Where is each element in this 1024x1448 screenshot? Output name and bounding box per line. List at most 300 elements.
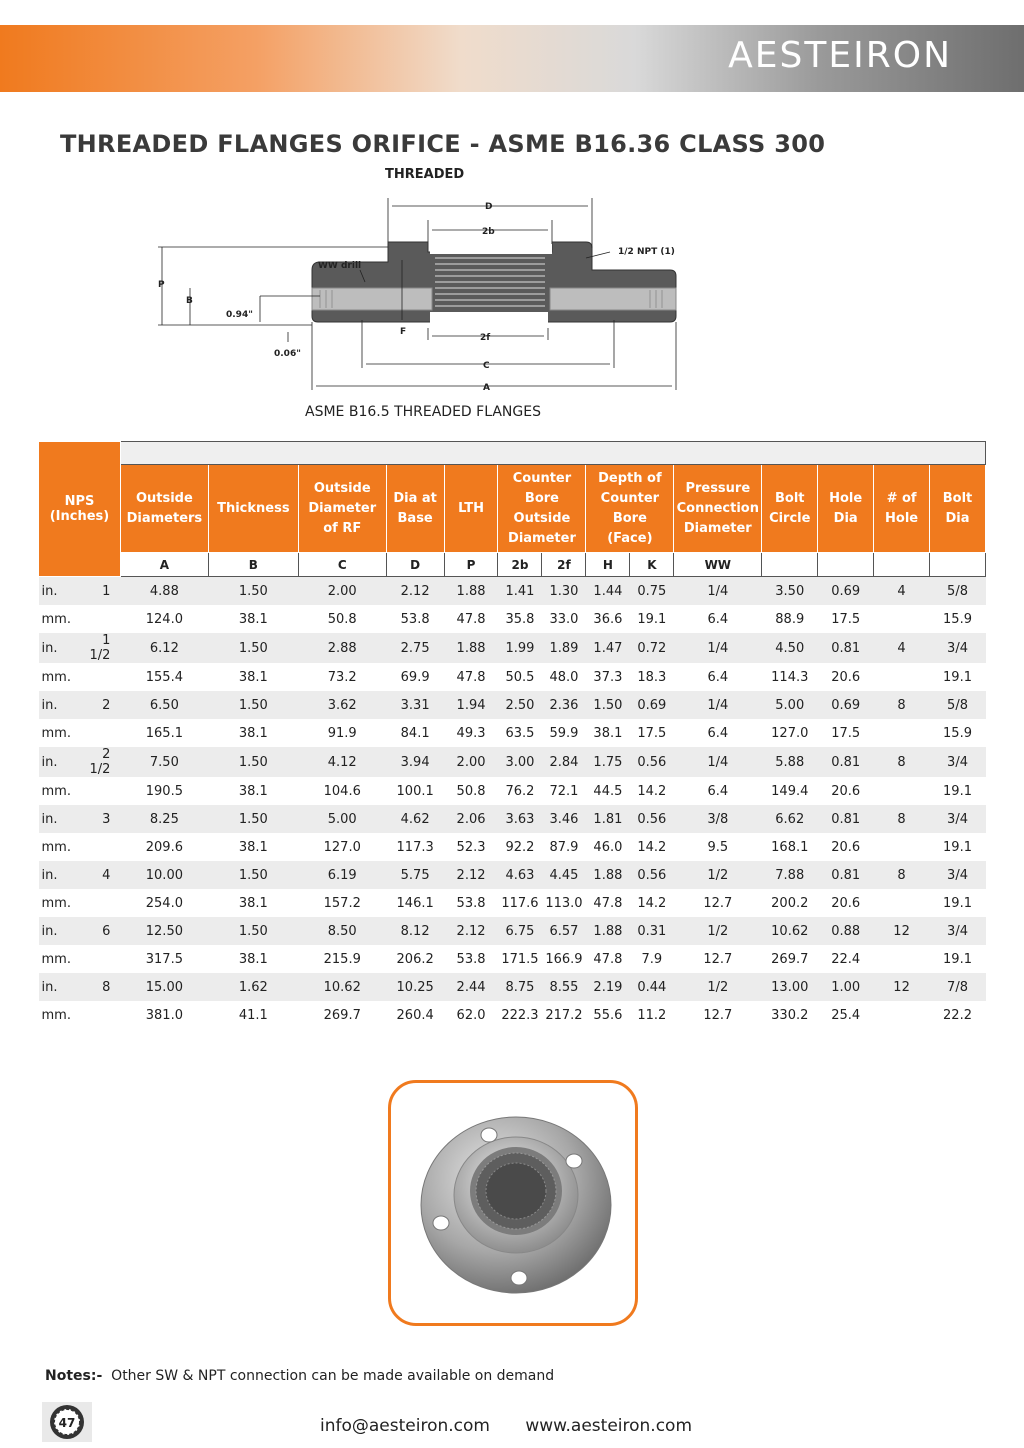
table-cell: 84.1 bbox=[400, 725, 430, 741]
table-cell: 254.0 bbox=[145, 895, 183, 911]
table-cell: 5.00 bbox=[762, 691, 818, 719]
table-cell: 10.00 bbox=[120, 861, 208, 889]
table-cell: 6.50 bbox=[120, 691, 208, 719]
table-cell: 38.1 bbox=[593, 725, 623, 741]
table-cell: 3.31 bbox=[386, 691, 444, 719]
table-cell: 72.1 bbox=[549, 783, 579, 799]
letter-cell: D bbox=[386, 553, 444, 577]
table-cell: 2.36 bbox=[542, 691, 586, 719]
table-cell: 14.2 bbox=[637, 895, 667, 911]
table-cell: 63.5 bbox=[505, 725, 535, 741]
table-cell: 50.8 bbox=[327, 611, 357, 627]
table-cell: 4.50 bbox=[762, 633, 818, 663]
table-cell: 6.4 bbox=[707, 669, 729, 685]
table-cell: 2.19 bbox=[586, 973, 630, 1001]
table-cell: 260.4 bbox=[396, 1007, 434, 1023]
table-cell: 20.6 bbox=[831, 783, 861, 799]
table-cell: 3 bbox=[80, 805, 120, 833]
table-cell: 4 bbox=[874, 577, 930, 606]
table-cell: 69.9 bbox=[400, 669, 430, 685]
table-cell: 48.0 bbox=[549, 669, 579, 685]
table-cell: 2.00 bbox=[298, 577, 386, 606]
table-cell: 8.55 bbox=[542, 973, 586, 1001]
table-cell: 47.8 bbox=[456, 669, 486, 685]
table-cell: 0.56 bbox=[630, 861, 674, 889]
table-cell: mm. bbox=[41, 611, 71, 627]
table-cell: 0.44 bbox=[630, 973, 674, 1001]
table-cell bbox=[874, 719, 930, 747]
table-cell: 1.50 bbox=[586, 691, 630, 719]
table-cell: 73.2 bbox=[327, 669, 357, 685]
table-cell: 8.75 bbox=[498, 973, 542, 1001]
table-row bbox=[39, 719, 986, 747]
table-cell: 91.9 bbox=[327, 725, 357, 741]
table-cell: 15.9 bbox=[943, 611, 972, 627]
table-cell: 12.50 bbox=[120, 917, 208, 945]
table-cell: 3.00 bbox=[498, 747, 542, 777]
table-cell: 6.75 bbox=[498, 917, 542, 945]
table-cell: 62.0 bbox=[456, 1007, 486, 1023]
table-cell: 47.8 bbox=[593, 951, 623, 967]
table-cell: 19.1 bbox=[637, 611, 667, 627]
table-cell: 166.9 bbox=[545, 951, 583, 967]
footer-contact bbox=[320, 1416, 722, 1436]
table-cell: 8 bbox=[874, 805, 930, 833]
table-cell: 14.2 bbox=[637, 839, 667, 855]
table-cell: 22.2 bbox=[943, 1007, 972, 1023]
table-cell: 1.50 bbox=[208, 917, 298, 945]
table-cell: 11.2 bbox=[637, 1007, 667, 1023]
table-row bbox=[39, 945, 986, 973]
table-cell: 10.62 bbox=[762, 917, 818, 945]
table-cell: 2.44 bbox=[444, 973, 498, 1001]
table-cell: in. bbox=[39, 691, 81, 719]
table-cell: in. bbox=[39, 633, 81, 663]
brand-logo: AESTEIRON bbox=[728, 35, 952, 76]
table-cell: 1.81 bbox=[586, 805, 630, 833]
table-cell: 36.6 bbox=[593, 611, 623, 627]
dim-label-094: 0.94" bbox=[226, 310, 253, 320]
page-number: 47 bbox=[58, 1416, 76, 1430]
table-cell bbox=[80, 605, 120, 633]
table-cell: 171.5 bbox=[501, 951, 539, 967]
header-bolt-dia: Bolt Dia bbox=[930, 465, 986, 553]
table-cell: 38.1 bbox=[238, 895, 268, 911]
table-cell: 146.1 bbox=[396, 895, 434, 911]
notes-label: Notes:- bbox=[45, 1368, 103, 1384]
table-cell bbox=[874, 889, 930, 917]
table-cell: 2.75 bbox=[386, 633, 444, 663]
table-cell: 1.44 bbox=[586, 577, 630, 606]
table-cell: 12 bbox=[874, 973, 930, 1001]
letter-cell bbox=[930, 553, 986, 577]
table-cell: 1.30 bbox=[542, 577, 586, 606]
table-cell: 1.50 bbox=[208, 861, 298, 889]
table-cell: 4.62 bbox=[386, 805, 444, 833]
table-cell: 1.88 bbox=[586, 861, 630, 889]
table-cell: 18.3 bbox=[637, 669, 667, 685]
table-cell: 3/4 bbox=[930, 805, 986, 833]
table-cell: 12.7 bbox=[703, 1007, 733, 1023]
table-cell: 4.12 bbox=[298, 747, 386, 777]
table-cell: 0.81 bbox=[818, 805, 874, 833]
table-cell: 0.81 bbox=[818, 633, 874, 663]
table-cell: mm. bbox=[41, 725, 71, 741]
table-cell: 0.81 bbox=[818, 861, 874, 889]
dim-label-ww-drill: WW drill bbox=[318, 261, 362, 271]
table-cell: 3/4 bbox=[930, 917, 986, 945]
table-cell: 22.4 bbox=[831, 951, 861, 967]
table-cell: 10.25 bbox=[386, 973, 444, 1001]
table-cell: 12 bbox=[874, 917, 930, 945]
table-cell: 2 1/2 bbox=[80, 747, 120, 777]
table-cell: 87.9 bbox=[549, 839, 579, 855]
table-cell: 4.63 bbox=[498, 861, 542, 889]
table-cell: 2.12 bbox=[444, 861, 498, 889]
table-cell: 1/2 bbox=[674, 861, 762, 889]
header-num-hole: # of Hole bbox=[874, 465, 930, 553]
table-cell: 7/8 bbox=[930, 973, 986, 1001]
table-cell: 1.50 bbox=[208, 633, 298, 663]
table-cell: in. bbox=[39, 973, 81, 1001]
table-cell: 1.88 bbox=[444, 577, 498, 606]
table-cell: 8 bbox=[874, 747, 930, 777]
table-cell: 149.4 bbox=[771, 783, 809, 799]
table-cell: 2.00 bbox=[444, 747, 498, 777]
table-cell: 0.69 bbox=[818, 691, 874, 719]
table-cell: 25.4 bbox=[831, 1007, 861, 1023]
table-cell: 8 bbox=[80, 973, 120, 1001]
letter-cell: P bbox=[444, 553, 498, 577]
table-cell: 46.0 bbox=[593, 839, 623, 855]
table-cell: 7.88 bbox=[762, 861, 818, 889]
table-cell: 4.88 bbox=[120, 577, 208, 606]
table-row bbox=[39, 691, 986, 719]
header-outside-diameter-rf: Outside Diameter of RF bbox=[298, 465, 386, 553]
table-cell: 222.3 bbox=[501, 1007, 539, 1023]
table-row bbox=[39, 605, 986, 633]
header-banner bbox=[0, 25, 1024, 92]
table-header-row bbox=[39, 465, 986, 553]
table-cell: in. bbox=[39, 861, 81, 889]
table-cell: 5.75 bbox=[386, 861, 444, 889]
table-cell: 7.9 bbox=[641, 951, 663, 967]
table-row bbox=[39, 777, 986, 805]
table-row bbox=[39, 1001, 986, 1029]
table-cell bbox=[80, 719, 120, 747]
table-row bbox=[39, 889, 986, 917]
table-cell: 8 bbox=[874, 691, 930, 719]
table-cell: 3.94 bbox=[386, 747, 444, 777]
table-cell: 1.75 bbox=[586, 747, 630, 777]
footer-email[interactable]: info@aesteiron.com bbox=[320, 1416, 490, 1436]
header-nps-line1: NPS bbox=[64, 494, 95, 509]
table-cell: 4 bbox=[80, 861, 120, 889]
dim-label-b: B bbox=[186, 296, 193, 306]
table-cell: 6.57 bbox=[542, 917, 586, 945]
table-cell: 217.2 bbox=[545, 1007, 583, 1023]
table-cell: 6.4 bbox=[707, 783, 729, 799]
table-cell: 49.3 bbox=[456, 725, 486, 741]
table-cell: 0.56 bbox=[630, 747, 674, 777]
footer-website[interactable]: www.aesteiron.com bbox=[525, 1416, 693, 1436]
table-cell: 17.5 bbox=[831, 725, 861, 741]
table-cell: 38.1 bbox=[238, 611, 268, 627]
header-depth-counter-bore: Depth of Counter Bore (Face) bbox=[586, 465, 674, 553]
table-cell: 50.8 bbox=[456, 783, 486, 799]
table-cell: 8 bbox=[874, 861, 930, 889]
gear-icon bbox=[42, 1402, 92, 1442]
table-cell: 0.88 bbox=[818, 917, 874, 945]
table-cell: 1/4 bbox=[674, 633, 762, 663]
table-cell: 53.8 bbox=[456, 895, 486, 911]
table-cell: 55.6 bbox=[593, 1007, 623, 1023]
table-cell: 19.1 bbox=[943, 669, 972, 685]
table-cell: 100.1 bbox=[396, 783, 434, 799]
table-cell: 1.41 bbox=[498, 577, 542, 606]
header-bolt-circle: Bolt Circle bbox=[762, 465, 818, 553]
table-row bbox=[39, 861, 986, 889]
table-cell bbox=[80, 1001, 120, 1029]
table-cell: 53.8 bbox=[456, 951, 486, 967]
table-body bbox=[39, 577, 986, 1030]
table-cell: 1.94 bbox=[444, 691, 498, 719]
table-cell: 5.00 bbox=[298, 805, 386, 833]
letter-cell: WW bbox=[674, 553, 762, 577]
table-cell: 114.3 bbox=[771, 669, 809, 685]
dim-label-2b: 2b bbox=[482, 227, 495, 237]
table-cell: 4.45 bbox=[542, 861, 586, 889]
table-cell: 1.89 bbox=[542, 633, 586, 663]
header-nps bbox=[39, 442, 121, 577]
table-cell: 17.5 bbox=[637, 725, 667, 741]
header-counter-bore-od: Counter Bore Outside Diameter bbox=[498, 465, 586, 553]
table-cell: 3/8 bbox=[674, 805, 762, 833]
table-cell: 38.1 bbox=[238, 783, 268, 799]
table-cell: 4 bbox=[874, 633, 930, 663]
table-cell: 9.5 bbox=[707, 839, 729, 855]
table-cell: 38.1 bbox=[238, 839, 268, 855]
table-cell: 50.5 bbox=[505, 669, 535, 685]
dim-label-a: A bbox=[483, 383, 490, 393]
table-cell: 3.50 bbox=[762, 577, 818, 606]
table-top-bar bbox=[39, 442, 986, 465]
dim-label-006: 0.06" bbox=[274, 349, 301, 359]
dim-label-f: F bbox=[400, 327, 407, 337]
table-cell: 1/4 bbox=[674, 577, 762, 606]
table-cell: 52.3 bbox=[456, 839, 486, 855]
table-cell: 20.6 bbox=[831, 669, 861, 685]
table-cell: 0.69 bbox=[630, 691, 674, 719]
letter-cell: K bbox=[630, 553, 674, 577]
table-cell bbox=[874, 777, 930, 805]
table-cell: 19.1 bbox=[943, 951, 972, 967]
table-cell: 1.99 bbox=[498, 633, 542, 663]
table-cell: mm. bbox=[41, 1007, 71, 1023]
table-cell: 41.1 bbox=[238, 1007, 268, 1023]
table-cell: 209.6 bbox=[145, 839, 183, 855]
table-cell: 269.7 bbox=[771, 951, 809, 967]
table-cell: 6.4 bbox=[707, 611, 729, 627]
table-cell: 6.62 bbox=[762, 805, 818, 833]
table-cell: 127.0 bbox=[771, 725, 809, 741]
table-cell: 1.50 bbox=[208, 747, 298, 777]
table-cell: 5/8 bbox=[930, 691, 986, 719]
table-cell: mm. bbox=[41, 669, 71, 685]
table-cell: 92.2 bbox=[505, 839, 535, 855]
letter-cell bbox=[874, 553, 930, 577]
dim-label-2f: 2f bbox=[480, 333, 491, 343]
table-cell: 2.06 bbox=[444, 805, 498, 833]
table-cell: mm. bbox=[41, 951, 71, 967]
table-cell: 1.88 bbox=[444, 633, 498, 663]
table-cell: 1/4 bbox=[674, 691, 762, 719]
table-cell: 1 1/2 bbox=[80, 633, 120, 663]
table-cell: 38.1 bbox=[238, 951, 268, 967]
flange-illustration bbox=[391, 1083, 635, 1323]
table-cell: 165.1 bbox=[145, 725, 183, 741]
table-cell bbox=[874, 1001, 930, 1029]
table-cell: 5.88 bbox=[762, 747, 818, 777]
table-cell: 0.31 bbox=[630, 917, 674, 945]
table-cell bbox=[80, 945, 120, 973]
letter-cell: B bbox=[208, 553, 298, 577]
header-lth: LTH bbox=[444, 465, 498, 553]
table-cell: 59.9 bbox=[549, 725, 579, 741]
letter-row bbox=[39, 553, 986, 577]
table-cell: mm. bbox=[41, 783, 71, 799]
table-cell: 3/4 bbox=[930, 861, 986, 889]
drawing-title: THREADED bbox=[385, 167, 465, 182]
table-cell: 19.1 bbox=[943, 839, 972, 855]
table-cell bbox=[80, 833, 120, 861]
table-cell: 0.75 bbox=[630, 577, 674, 606]
dim-label-d: D bbox=[485, 202, 493, 212]
table-cell: 3.63 bbox=[498, 805, 542, 833]
table-top-strip bbox=[120, 442, 985, 465]
table-cell: 1 bbox=[80, 577, 120, 606]
table-cell bbox=[80, 663, 120, 691]
table-cell: 2.88 bbox=[298, 633, 386, 663]
table-cell: 2.12 bbox=[386, 577, 444, 606]
table-cell: 190.5 bbox=[145, 783, 183, 799]
table-cell: 5/8 bbox=[930, 577, 986, 606]
table-cell: 20.6 bbox=[831, 839, 861, 855]
table-cell: 1/4 bbox=[674, 747, 762, 777]
table-cell: 381.0 bbox=[145, 1007, 183, 1023]
table-cell: mm. bbox=[41, 895, 71, 911]
flange-photo bbox=[388, 1080, 638, 1326]
table-cell: 17.5 bbox=[831, 611, 861, 627]
table-cell: 0.56 bbox=[630, 805, 674, 833]
table-cell: 168.1 bbox=[771, 839, 809, 855]
table-cell: 7.50 bbox=[120, 747, 208, 777]
table-cell: 8.25 bbox=[120, 805, 208, 833]
table-cell bbox=[874, 945, 930, 973]
table-cell: in. bbox=[39, 747, 81, 777]
table-cell: 13.00 bbox=[762, 973, 818, 1001]
table-cell: in. bbox=[39, 917, 81, 945]
table-cell: 44.5 bbox=[593, 783, 623, 799]
table-row bbox=[39, 833, 986, 861]
table-cell: 33.0 bbox=[549, 611, 579, 627]
table-cell: 1.47 bbox=[586, 633, 630, 663]
table-cell: 8.50 bbox=[298, 917, 386, 945]
table-cell: 53.8 bbox=[400, 611, 430, 627]
header-pressure-connection: Pressure Connection Diameter bbox=[674, 465, 762, 553]
table-cell: 38.1 bbox=[238, 669, 268, 685]
table-cell: 200.2 bbox=[771, 895, 809, 911]
page-badge bbox=[42, 1402, 92, 1442]
table-cell: 20.6 bbox=[831, 895, 861, 911]
table-cell: in. bbox=[39, 577, 81, 606]
table-cell: 2.84 bbox=[542, 747, 586, 777]
table-cell: 3.62 bbox=[298, 691, 386, 719]
table-cell: 37.3 bbox=[593, 669, 623, 685]
table-cell: 2.12 bbox=[444, 917, 498, 945]
table-cell: 6.19 bbox=[298, 861, 386, 889]
table-cell: 215.9 bbox=[323, 951, 361, 967]
table-cell bbox=[80, 777, 120, 805]
table-cell bbox=[874, 833, 930, 861]
table-cell: 6.12 bbox=[120, 633, 208, 663]
table-cell: 1.62 bbox=[208, 973, 298, 1001]
flange-drawing bbox=[150, 190, 700, 400]
header-outside-diameters: Outside Diameters bbox=[120, 465, 208, 553]
table-cell: 19.1 bbox=[943, 895, 972, 911]
table-cell: 8.12 bbox=[386, 917, 444, 945]
table-cell: 155.4 bbox=[145, 669, 183, 685]
table-cell: 3.46 bbox=[542, 805, 586, 833]
table-cell: 157.2 bbox=[323, 895, 361, 911]
table-cell: mm. bbox=[41, 839, 71, 855]
table-cell: 88.9 bbox=[775, 611, 805, 627]
table-cell: 12.7 bbox=[703, 895, 733, 911]
letter-cell: C bbox=[298, 553, 386, 577]
table-row bbox=[39, 917, 986, 945]
dim-label-p: P bbox=[158, 280, 165, 290]
table-cell bbox=[80, 889, 120, 917]
header-nps-line2: (Inches) bbox=[49, 509, 110, 524]
table-cell: 269.7 bbox=[323, 1007, 361, 1023]
table-cell bbox=[874, 663, 930, 691]
table-cell: 38.1 bbox=[238, 725, 268, 741]
table-cell: 1.00 bbox=[818, 973, 874, 1001]
table-cell: 330.2 bbox=[771, 1007, 809, 1023]
table-cell: 2 bbox=[80, 691, 120, 719]
table-cell: 317.5 bbox=[145, 951, 183, 967]
table-row bbox=[39, 747, 986, 777]
letter-cell: 2f bbox=[542, 553, 586, 577]
table-cell: 117.6 bbox=[501, 895, 539, 911]
table-cell: 47.8 bbox=[593, 895, 623, 911]
flange-spec-table bbox=[38, 441, 986, 1029]
table-cell: 6 bbox=[80, 917, 120, 945]
table-cell: 15.00 bbox=[120, 973, 208, 1001]
table-cell: 0.69 bbox=[818, 577, 874, 606]
table-cell: 35.8 bbox=[505, 611, 535, 627]
table-cell: 6.4 bbox=[707, 725, 729, 741]
header-thickness: Thickness bbox=[208, 465, 298, 553]
table-cell: 12.7 bbox=[703, 951, 733, 967]
table-row bbox=[39, 663, 986, 691]
table-cell: 1.88 bbox=[586, 917, 630, 945]
dim-label-c: C bbox=[483, 361, 490, 371]
letter-cell bbox=[818, 553, 874, 577]
table-cell: 1/2 bbox=[674, 973, 762, 1001]
table-cell: 1.50 bbox=[208, 691, 298, 719]
table-cell: 206.2 bbox=[396, 951, 434, 967]
